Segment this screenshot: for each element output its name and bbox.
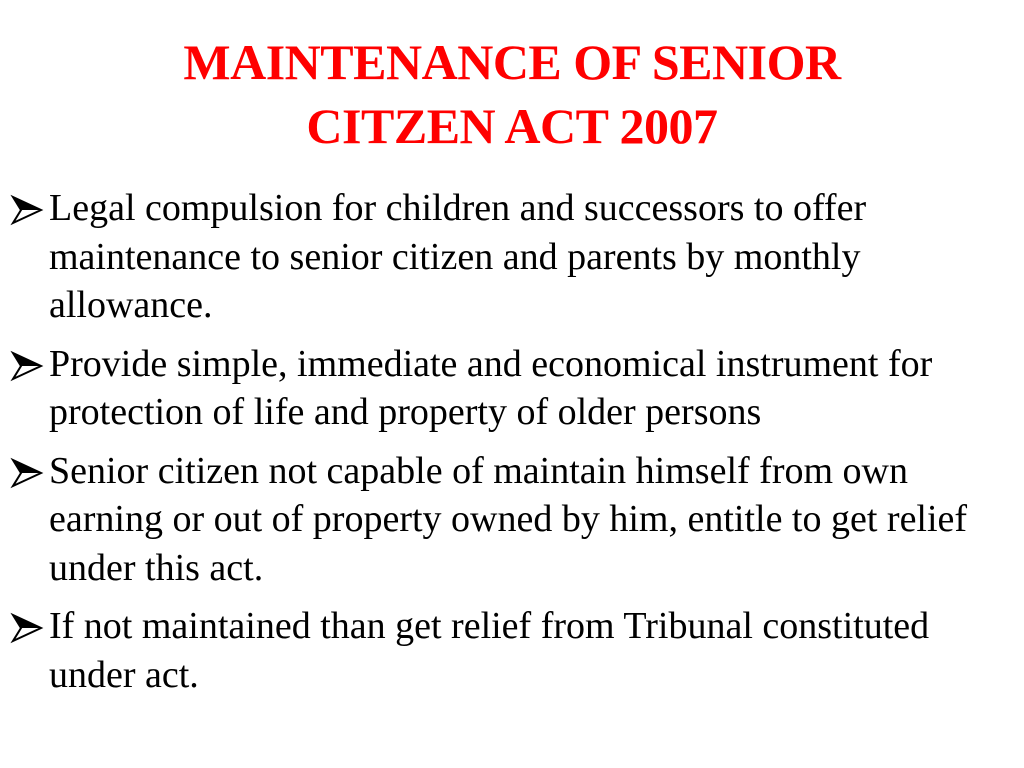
bullet-item [10, 447, 1020, 593]
arrow-bullet-icon [10, 456, 44, 490]
bullet-item [10, 340, 1020, 437]
bullet-list [10, 184, 1020, 709]
bullet-text: Provide simple, immediate and economical instrument for protection of life and property of older persons [49, 342, 933, 433]
bullet-item [10, 602, 1020, 699]
bullet-text: Legal compulsion for children and successors to offer maintenance to senior citizen and parents by monthly allowance. [49, 187, 867, 326]
arrow-bullet-icon [10, 611, 44, 645]
bullet-text: If not maintained than get relief from Tribunal constituted under act. [49, 605, 930, 696]
arrow-bullet-icon [10, 193, 44, 227]
slide-title-line-2: CITZEN ACT 2007 [306, 98, 718, 154]
slide-title [0, 30, 1024, 158]
bullet-text: Senior citizen not capable of maintain himself from own earning or out of property owned by him, entitle to get relief under this act. [49, 449, 968, 589]
slide-title-line-1: MAINTENANCE OF SENIOR [183, 34, 841, 90]
arrow-bullet-icon [10, 349, 44, 383]
bullet-item [10, 184, 1020, 330]
